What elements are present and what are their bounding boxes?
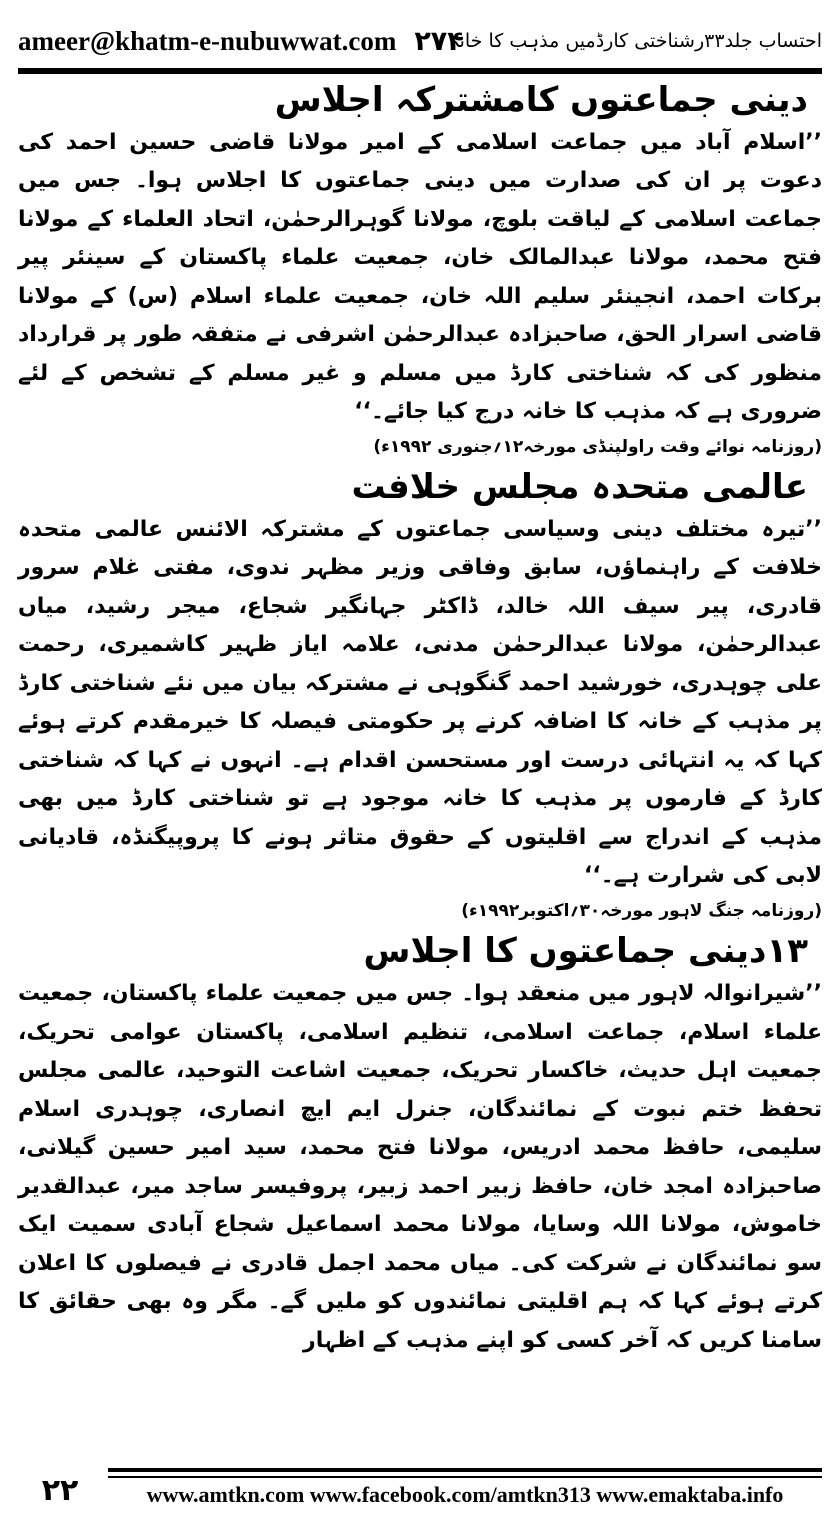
footer-rule [108,1468,822,1478]
page-header [18,18,822,64]
page-footer [18,1460,822,1522]
header-running-title: احتساب جلد۳۳رشناختی کارڈمیں مذہب کا خانہ [448,30,822,52]
section-reference-jang: (روزنامہ جنگ لاہور مورخہ۳۰؍اکتوبر۱۹۹۲ء) [461,900,822,921]
header-left [18,26,464,57]
section-heading-khilafat: عالمی متحدہ مجلس خلافت [351,467,808,508]
section-reference-nawaiwaqt: (روزنامہ نوائے وقت راولپنڈی مورخہ۱۲؍جنوری ۱۹۹۲ء) [373,436,822,457]
header-email: ameer@khatm-e-nubuwwat.com [18,25,397,56]
footer-rule-thin [108,1476,822,1478]
section-paragraph-joint-meeting: ’’اسلام آباد میں جماعت اسلامی کے امیر مولانا قاضی حسین احمد کی دعوت پر ان کی صدارت میں دینی جماعتوں کا اجلاس ہوا۔ جس میں جماعت اسلامی کے لیاقت بلوچ، مولانا گوہرالرحمٰن، اتحاد العلماء کے مولانا فتح محمد، مولانا عبدالمالک خان، جمعیت علماء پاکستان کے سینئر پیر برکات احمد، انجینئر سلیم اللہ خان، جمعیت علماء اسلام (س) کے مولانا قاضی اسرار الحق، صاحبزادہ عبدالرحمٰن اشرفی نے متفقہ طور پر قرارداد منظور کی کہ شناختی کارڈ میں مسلم و غیر مسلم کے تشخص کے لئے ضروری ہے کہ مذہب کا خانہ درج کیا جائے۔‘‘ [18,129,822,425]
header-rule [18,68,822,74]
footer-rule-thick [108,1468,822,1472]
section-heading-13-parties: ۱۳دینی جماعتوں کا اجلاس [363,931,808,972]
footer-links: www.amtkn.com www.facebook.com/amtkn313 www.emaktaba.info [146,1482,784,1507]
footer-page-number: ۲۲ [41,1472,79,1508]
section-paragraph-13-parties: ’’شیرانوالہ لاہور میں منعقد ہوا۔ جس میں جمعیت علماء پاکستان، جمعیت علماء اسلام، جماعت اسلامی، تنظیم اسلامی، پاکستان عوامی تحریک، جمعیت اہل حدیث، خاکسار تحریک، جمعیت اشاعت التوحید، عالمی مجلس تحفظ ختم نبوت کے نمائندگان، جنرل ایم ایچ انصاری، چوہدری اسلام سلیمی، حافظ محمد ادریس، مولانا فتح محمد، سید امیر حسین گیلانی، صاحبزادہ امجد خان، حافظ زبیر احمد زبیر، پروفیسر ساجد میر، عبدالقدیر خاموش، مولانا اللہ وسایا، مولانا محمد اسماعیل شجاع آبادی سمیت ایک سو نمائندگان نے شرکت کی۔ میاں محمد اجمل قادری نے فیصلوں کا اعلان کرتے ہوئے کہا کہ ہم اقلیتی نمائندوں کو ملیں گے۔ مگر وہ بھی حقائق کا سامنا کریں کہ آخر کسی کو اپنے مذہب کے اظہار [18,981,822,1353]
header-page-number: ۲۷۴ [414,25,464,57]
page-content [18,78,822,1453]
section-heading-joint-meeting: دینی جماعتوں کامشترکہ اجلاس [274,80,808,120]
section-paragraph-khilafat: ’’تیرہ مختلف دینی وسیاسی جماعتوں کے مشترکہ الائنس عالمی متحدہ خلافت کے راہنماؤں، سابق وفاقی وزیر مظہر ندوی، مفتی غلام سرور قادری، پیر سیف اللہ خالد، ڈاکٹر جہانگیر شجاع، میجر رشید، میاں عبدالرحمٰن، مولانا عبدالرحمٰن مدنی، علامہ ایاز ظہیر کاشمیری، رحمت علی چوہدری، خورشید احمد گنگوہی نے مشترکہ بیان میں نئے شناختی کارڈ پر مذہب کے خانہ کا اضافہ کرنے پر حکومتی فیصلہ کا خیرمقدم کرتے ہوئے کہا کہ یہ انتہائی درست اور مستحسن اقدام ہے۔ انہوں نے کہا کہ شناختی کارڈ کے فارموں پر مذہب کا خانہ موجود ہے تو شناختی کارڈ میں بھی مذہب کے اندراج سے اقلیتوں کے حقوق متاثر ہونے کا پروپیگنڈہ، قادیانی لابی کی شرارت ہے۔‘‘ [18,516,822,889]
